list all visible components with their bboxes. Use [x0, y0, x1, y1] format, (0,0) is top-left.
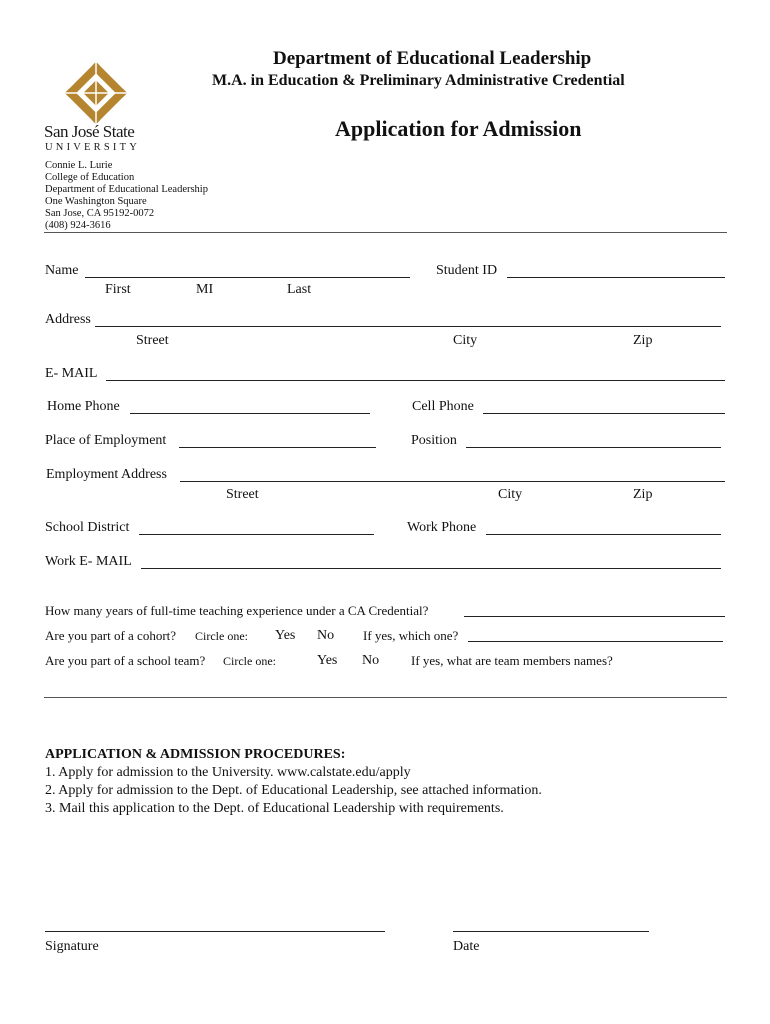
employment-place-field[interactable]: [179, 447, 376, 448]
first-sublabel: First: [105, 282, 131, 297]
signature-label: Signature: [45, 939, 99, 954]
name-field[interactable]: [85, 277, 410, 278]
position-field[interactable]: [466, 447, 721, 448]
work-email-label: Work E- MAIL: [45, 554, 132, 569]
date-label: Date: [453, 939, 480, 954]
email-label: E- MAIL: [45, 366, 98, 381]
city-sublabel: City: [453, 333, 478, 348]
school-district-label: School District: [45, 520, 130, 535]
signature-field[interactable]: [45, 931, 385, 932]
employment-address-label: Employment Address: [46, 467, 167, 482]
form-title: Application for Admission: [335, 116, 582, 141]
cohort-which-label: If yes, which one?: [363, 628, 459, 643]
procedures-section: [45, 746, 542, 818]
address-line: College of Education: [45, 172, 135, 183]
cohort-which-field[interactable]: [468, 641, 723, 642]
university-logo: [44, 62, 148, 154]
team-names-label: If yes, what are team members names?: [411, 653, 613, 668]
last-sublabel: Last: [287, 282, 312, 297]
cell-phone-field[interactable]: [483, 413, 725, 414]
address-line: Department of Educational Leadership: [45, 184, 208, 195]
procedure-step: 2. Apply for admission to the Dept. of Educational Leadership, see attached information.: [45, 783, 542, 798]
team-yes-option[interactable]: Yes: [317, 653, 338, 668]
street-sublabel: Street: [136, 333, 169, 348]
emp-street-sublabel: Street: [226, 487, 259, 502]
name-label: Name: [45, 263, 79, 278]
school-district-field[interactable]: [139, 534, 374, 535]
address-label: Address: [45, 312, 91, 327]
cohort-yes-option[interactable]: Yes: [275, 628, 296, 643]
address-line: San Jose, CA 95192-0072: [45, 208, 155, 219]
home-phone-field[interactable]: [130, 413, 370, 414]
work-email-field[interactable]: [141, 568, 721, 569]
header-divider: [44, 232, 727, 233]
cohort-question: Are you part of a cohort?: [45, 628, 177, 643]
address-line: One Washington Square: [45, 196, 147, 207]
logo-university-line: UNIVERSITY: [45, 142, 140, 153]
date-field[interactable]: [453, 931, 649, 932]
student-id-field[interactable]: [507, 277, 725, 278]
sjsu-logo-mark-icon: [44, 62, 148, 124]
cell-phone-label: Cell Phone: [412, 399, 474, 414]
student-id-label: Student ID: [436, 263, 498, 278]
questions-divider: [44, 697, 727, 698]
teaching-years-question: How many years of full-time teaching experience under a CA Credential?: [45, 603, 429, 618]
logo-name-line: San José State: [44, 122, 135, 141]
address-line: (408) 924-3616: [45, 220, 111, 231]
employment-place-label: Place of Employment: [45, 433, 167, 448]
procedure-step: 1. Apply for admission to the University. www.calstate.edu/apply: [45, 765, 411, 780]
position-label: Position: [411, 433, 457, 448]
work-phone-label: Work Phone: [407, 520, 477, 535]
cohort-no-option[interactable]: No: [317, 628, 335, 643]
emp-city-sublabel: City: [498, 487, 523, 502]
home-phone-label: Home Phone: [47, 399, 120, 414]
email-field[interactable]: [106, 380, 725, 381]
college-address: [45, 160, 208, 232]
cohort-circle-one: Circle one:: [195, 629, 248, 643]
employment-address-field[interactable]: [180, 481, 725, 482]
program-heading: M.A. in Education & Preliminary Administrative Credential: [212, 72, 625, 89]
procedures-heading: APPLICATION & ADMISSION PROCEDURES:: [45, 747, 346, 762]
mi-sublabel: MI: [196, 282, 214, 297]
emp-zip-sublabel: Zip: [633, 487, 653, 502]
procedure-step: 3. Mail this application to the Dept. of Educational Leadership with requirements.: [45, 801, 504, 816]
teaching-years-field[interactable]: [464, 616, 725, 617]
team-question: Are you part of a school team?: [45, 653, 206, 668]
address-field[interactable]: [95, 326, 721, 327]
team-no-option[interactable]: No: [362, 653, 380, 668]
address-line: Connie L. Lurie: [45, 160, 113, 171]
zip-sublabel: Zip: [633, 333, 653, 348]
team-circle-one: Circle one:: [223, 654, 276, 668]
work-phone-field[interactable]: [486, 534, 721, 535]
department-heading: Department of Educational Leadership: [273, 48, 592, 69]
